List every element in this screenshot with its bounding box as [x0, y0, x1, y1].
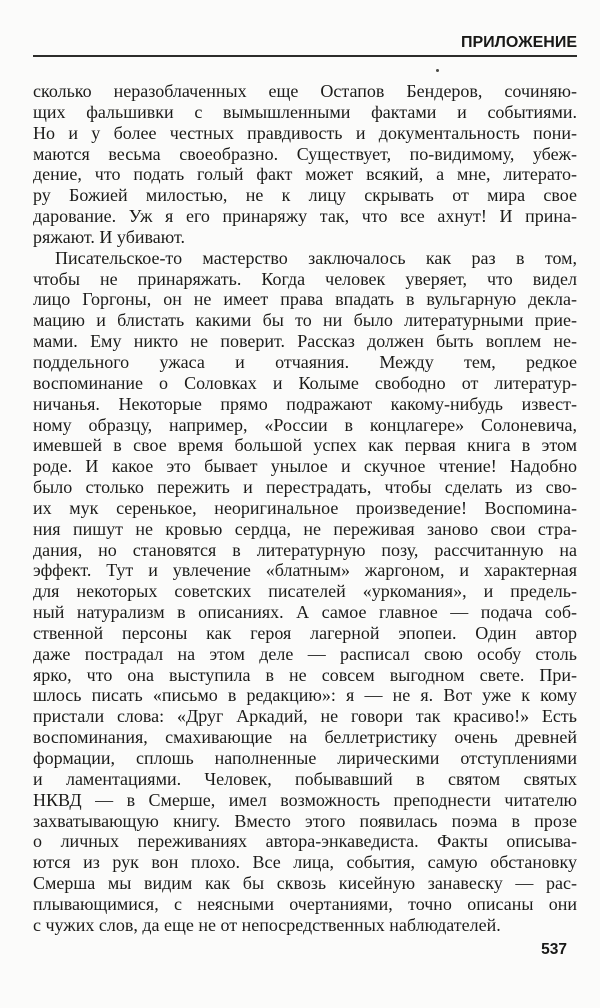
text-line: дарование. Уж я его принаряжу так, что все ахнут! И прина-	[33, 206, 577, 227]
page-header	[33, 34, 577, 52]
text-line: ния пишут не кровью сердца, не переживая заново свои стра-	[33, 518, 577, 539]
text-line: ру Божией милостью, не к лицу скрывать от мира свое	[33, 185, 577, 206]
text-line: формации, сплошь наполненные лирическими отступлениями	[33, 748, 577, 768]
text-line: Но и у более честных правдивость и документальность пони-	[33, 122, 577, 143]
page-footer	[33, 941, 567, 959]
text-line: дение, что подать голый факт может всякий, а мне, литерато-	[33, 164, 577, 185]
header-rule	[33, 55, 577, 57]
text-line: плывающимися, с неясными очертаниями, точно описаны они	[33, 893, 577, 914]
body-text	[33, 81, 577, 936]
text-line: щих фальшивки с вымышленными фактами и событиями.	[33, 101, 577, 122]
text-line: пристали слова: «Друг Аркадий, не говори так красиво!» Есть	[33, 706, 577, 727]
text-line: Писательское-то мастерство заключалось как раз в том,	[55, 247, 577, 268]
text-line: НКВД — в Смерше, имел возможность преподнести читателю	[33, 789, 577, 810]
running-head: ПРИЛОЖЕНИЕ	[461, 34, 577, 51]
text-line: маются весьма своеобразно. Существует, по-видимому, убеж-	[33, 143, 577, 164]
text-line: даже пострадал на этом деле — расписал свою особу столь	[33, 643, 577, 664]
text-line: захватывающую книгу. Вместо этого появилась поэма в прозе	[33, 810, 577, 831]
text-line: Смерша мы видим как бы сквозь кисейную занавеску — рас-	[33, 873, 577, 894]
text-line: мацию и блистать какими бы то ни было литературными прие-	[33, 310, 577, 331]
text-line: поддельного ужаса и отчаяния. Между тем, редкое	[33, 351, 577, 372]
text-line: их мук серенькое, неоригинальное произведение! Воспомина-	[33, 497, 577, 518]
text-line: ничанья. Некоторые прямо подражают какому-нибудь извест-	[33, 393, 577, 414]
text-line: эффект. Тут и увлечение «блатным» жаргоном, и характерная	[33, 560, 577, 581]
text-line: мами. Ему никто не поверит. Рассказ должен быть воплем не-	[33, 331, 577, 352]
text-line: было столько пережить и перестрадать, чтобы сделать из сво-	[33, 477, 577, 498]
text-line: с чужих слов, да еще не от непосредственных наблюдателей.	[33, 914, 501, 935]
text-line: о личных переживаниях автора-энкаведиста. Факты описыва-	[33, 831, 577, 852]
text-line: для некоторых советских писателей «уркомания», и предель-	[33, 581, 577, 602]
ink-speck	[436, 69, 439, 72]
text-line: и ламентациями. Человек, побывавший в святом святых	[33, 768, 577, 789]
text-line: роде. И какое это бывает унылое и скучное чтение! Надобно	[33, 456, 577, 477]
text-line: ряжают. И убивают.	[33, 226, 185, 247]
text-line: дания, но становятся в литературную позу, рассчитанную на	[33, 539, 577, 560]
text-line: ному образцу, например, «России в концлагере» Солоневича,	[33, 414, 577, 435]
text-line: воспоминание о Соловках и Колыме свободно от литератур-	[33, 372, 577, 393]
page-number: 537	[541, 941, 567, 958]
text-line: воспоминания, смахивающие на беллетристику очень древней	[33, 727, 577, 748]
text-line: ярко, что она выступила в не совсем выгодном свете. При-	[33, 664, 577, 685]
text-line: шлось писать «письмо в редакцию»: я — не я. Вот уже к кому	[33, 685, 577, 706]
text-line: ственной персоны как героя лагерной эпопеи. Один автор	[33, 622, 577, 643]
text-line: сколько неразоблаченных еще Остапов Бендеров, сочиняю-	[33, 81, 577, 101]
text-line: ются из рук вон плохо. Все лица, события, самую обстановку	[33, 852, 577, 873]
text-line: имевшей в свое время большой успех как первая книга в этом	[33, 435, 577, 456]
text-line: чтобы не принаряжать. Когда человек уверяет, что видел	[33, 268, 577, 289]
text-line: лицо Горгоны, он не имеет права впадать в вульгарную декла-	[33, 289, 577, 310]
text-line: ный натурализм в описаниях. А самое главное — подача соб-	[33, 602, 577, 623]
